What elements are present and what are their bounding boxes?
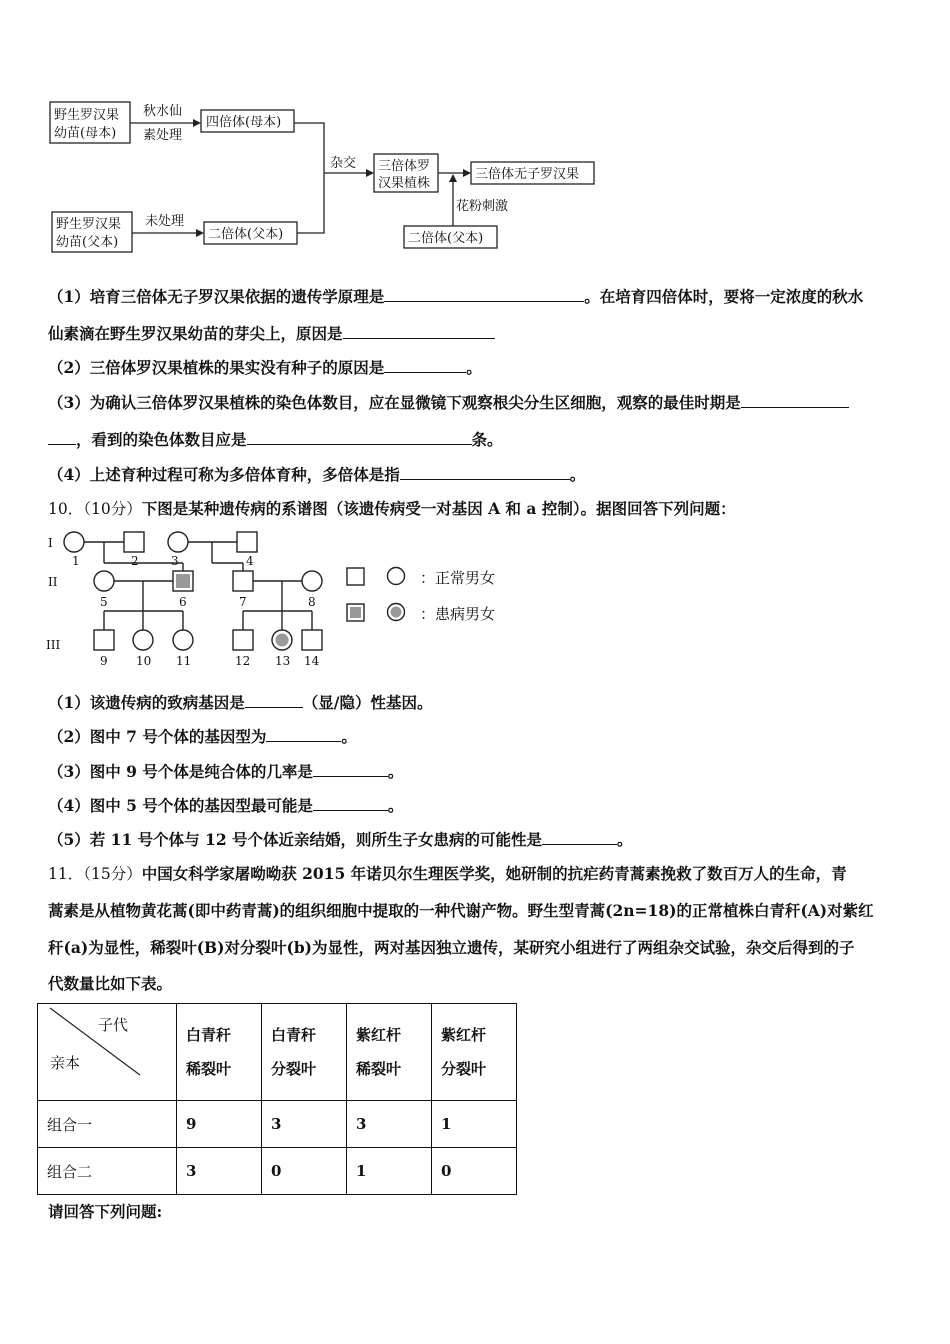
- q10-part5: [48, 828, 633, 850]
- q10-q4-text: （4）图中 5 号个体的基因型最可能是: [48, 796, 313, 815]
- table-row: [38, 1148, 517, 1195]
- legend-normal-male: [347, 568, 364, 585]
- q10-q5-text: （5）若 11 号个体与 12 号个体近亲结婚，则所生子女患病的可能性是: [48, 830, 543, 849]
- ind-num-7: 7: [239, 595, 247, 609]
- ind-8: [302, 571, 322, 591]
- breeding-flow-diagram: [40, 95, 610, 260]
- q10-q1-end: （显/隐）性基因。: [302, 693, 433, 712]
- q10-score: （10分）: [83, 500, 142, 518]
- ind-5: [94, 571, 114, 591]
- ind-num-1: 1: [72, 554, 80, 568]
- ind-num-14: 14: [304, 654, 320, 668]
- answer-blank[interactable]: [313, 796, 388, 811]
- gen-label-2: II: [48, 575, 58, 589]
- q9-part4: [48, 463, 585, 485]
- table-cell: 3: [177, 1148, 262, 1195]
- q11-line4: 代数量比如下表。: [48, 974, 173, 993]
- ind-num-9: 9: [100, 654, 108, 668]
- table-cell: 0: [432, 1148, 517, 1195]
- q10-part4: [48, 794, 403, 816]
- q10-q2-text: （2）图中 7 号个体的基因型为: [48, 727, 267, 746]
- q11-line2: 蒿素是从植物黄花蒿(即中药青蒿)的组织细胞中提取的一种代谢产物。野生型青蒿(2n=18)的正常植株白青秆(A)对紫红: [48, 901, 874, 920]
- q9-p3b-text: ，看到的染色体数目应是: [76, 430, 247, 449]
- q9-part1: [48, 285, 863, 307]
- wild-mother-line1: 野生罗汉果: [54, 108, 120, 123]
- header-3-line1: 紫红杆: [356, 1026, 402, 1044]
- answer-blank[interactable]: [542, 830, 617, 845]
- answer-blank[interactable]: [313, 762, 388, 777]
- table-cell: 1: [347, 1148, 432, 1195]
- triploid-line1: 三倍体罗: [378, 159, 431, 174]
- table-row: [38, 1101, 517, 1148]
- header-col-1: [177, 1004, 262, 1101]
- answer-blank[interactable]: [266, 727, 341, 742]
- ind-14: [302, 630, 322, 650]
- row-label-1: 组合一: [38, 1101, 177, 1148]
- header-col-2: [262, 1004, 347, 1101]
- ind-num-6: 6: [179, 595, 187, 609]
- header-2-line1: 白青秆: [271, 1026, 317, 1044]
- table-corner-cell: [38, 1004, 177, 1101]
- colchicine-line1: 秋水仙: [143, 104, 183, 119]
- q9-p1-text: （1）培育三倍体无子罗汉果依据的遗传学原理是: [48, 287, 385, 306]
- pedigree-chart: [40, 525, 520, 675]
- q10-stem-text: 下图是某种遗传病的系谱图（该遗传病受一对基因 A 和 a 控制）。据图回答下列问题：: [141, 499, 736, 518]
- ind-12: [233, 630, 253, 650]
- q10-q1-text: （1）该遗传病的致病基因是: [48, 693, 245, 712]
- ind-num-2: 2: [131, 554, 139, 568]
- ind-num-10: 10: [136, 654, 152, 668]
- cross-results-table: [37, 1003, 517, 1195]
- header-3-line2: 稀裂叶: [356, 1060, 402, 1078]
- diploid-father-label: 二倍体(父本): [208, 227, 284, 242]
- q10-part2: [48, 725, 357, 747]
- answer-blank[interactable]: [384, 358, 466, 373]
- row-label-2: 组合二: [38, 1148, 177, 1195]
- header-col-3: [347, 1004, 432, 1101]
- seedless-fruit-label: 三倍体无子罗汉果: [475, 167, 580, 182]
- corner-bottom-label: 亲本: [50, 1054, 81, 1072]
- q11-prompt-text: 请回答下列问题:: [48, 1202, 163, 1221]
- table-cell: 0: [262, 1148, 347, 1195]
- ind-num-12: 12: [235, 654, 251, 668]
- answer-blank[interactable]: [400, 465, 570, 480]
- q9-p4-text: （4）上述育种过程可称为多倍体育种，多倍体是指: [48, 465, 400, 484]
- q11-score: （15分）: [83, 865, 142, 883]
- q9-p3-text: （3）为确认三倍体罗汉果植株的染色体数目，应在显微镜下观察根尖分生区细胞，观察的最佳时期是: [48, 393, 741, 412]
- ind-1: [64, 532, 84, 552]
- legend-normal-label: ：正常男女: [420, 569, 496, 587]
- q10-q2-end: 。: [341, 727, 357, 746]
- q9-part1b: [48, 322, 495, 344]
- q11-stem-line4: [48, 972, 172, 994]
- ind-num-11: 11: [176, 654, 192, 668]
- header-4-line2: 分裂叶: [441, 1060, 487, 1078]
- q11-stem-line3: [48, 936, 855, 958]
- q10-number: 10．: [48, 500, 84, 518]
- q10-q3-end: 。: [387, 762, 404, 781]
- answer-blank[interactable]: [247, 430, 472, 445]
- cross-label: 杂交: [330, 156, 357, 171]
- wild-father-line2: 幼苗(父本): [56, 235, 119, 250]
- q9-part2: [48, 356, 482, 378]
- ind-num-3: 3: [171, 554, 179, 568]
- ind-num-4: 4: [246, 554, 254, 568]
- q11-line1: 中国女科学家屠呦呦获 2015 年诺贝尔生理医学奖，她研制的抗疟药青蒿素挽救了数百万人的生命，青: [141, 864, 847, 883]
- q9-p2-text: （2）三倍体罗汉果植株的果实没有种子的原因是: [48, 358, 385, 377]
- q10-q4-end: 。: [387, 796, 404, 815]
- q11-number: 11．: [48, 865, 84, 883]
- header-col-4: [432, 1004, 517, 1101]
- q10-q3-text: （3）图中 9 号个体是纯合体的几率是: [48, 762, 313, 781]
- q10-part1: [48, 691, 432, 713]
- table-cell: 3: [347, 1101, 432, 1148]
- ind-num-8: 8: [308, 595, 316, 609]
- q10-q5-end: 。: [617, 830, 633, 849]
- tetraploid-mother-label: 四倍体(母本): [206, 115, 282, 130]
- diploid-father-2-label: 二倍体(父本): [408, 231, 484, 246]
- ind-10: [133, 630, 153, 650]
- answer-blank[interactable]: [343, 324, 495, 339]
- header-2-line2: 分裂叶: [271, 1060, 317, 1078]
- answer-blank[interactable]: [48, 430, 76, 445]
- q11-stem-line1: [48, 862, 847, 884]
- wild-mother-line2: 幼苗(母本): [54, 126, 117, 141]
- header-4-line1: 紫红杆: [441, 1026, 487, 1044]
- q9-p1b-text: 仙素滴在野生罗汉果幼苗的芽尖上，原因是: [48, 324, 343, 343]
- colchicine-line2: 素处理: [143, 128, 183, 143]
- ind-11: [173, 630, 193, 650]
- gen-label-1: I: [48, 536, 53, 550]
- wild-father-line1: 野生罗汉果: [56, 217, 122, 232]
- ind-2: [124, 532, 144, 552]
- ind-7: [233, 571, 253, 591]
- table-cell: 3: [262, 1101, 347, 1148]
- table-cell: 1: [432, 1101, 517, 1148]
- ind-3: [168, 532, 188, 552]
- legend-normal-female: [388, 568, 405, 585]
- q9-p3b-end: 条。: [471, 430, 503, 449]
- ind-4: [237, 532, 257, 552]
- q9-part3: [48, 391, 849, 413]
- answer-blank[interactable]: [741, 393, 849, 408]
- q9-p1-text2: 。在培育四倍体时，要将一定浓度的秋水: [584, 287, 864, 306]
- q11-stem-line2: [48, 899, 874, 921]
- untreated-label: 未处理: [145, 214, 185, 229]
- legend-affected-label: ：患病男女: [420, 605, 496, 623]
- q10-stem: [48, 497, 736, 519]
- pollen-label: 花粉刺激: [456, 199, 509, 214]
- answer-blank[interactable]: [245, 693, 303, 708]
- ind-num-13: 13: [275, 654, 291, 668]
- corner-top-label: 子代: [98, 1016, 129, 1034]
- header-1-line2: 稀裂叶: [186, 1060, 232, 1078]
- q11-prompt: [48, 1200, 162, 1222]
- q10-part3: [48, 760, 403, 782]
- header-1-line1: 白青秆: [186, 1026, 232, 1044]
- ind-num-5: 5: [100, 595, 108, 609]
- answer-blank[interactable]: [384, 287, 584, 302]
- q9-p4-end: 。: [569, 465, 586, 484]
- q9-p2-end: 。: [466, 358, 482, 377]
- q11-line3: 秆(a)为显性，稀裂叶(B)对分裂叶(b)为显性，两对基因独立遗传，某研究小组进行了两组杂交试验，杂交后得到的子: [48, 938, 855, 957]
- q9-part3b: [48, 428, 503, 450]
- triploid-line2: 汉果植株: [378, 176, 431, 191]
- table-cell: 9: [177, 1101, 262, 1148]
- gen-label-3: III: [46, 638, 61, 652]
- ind-9: [94, 630, 114, 650]
